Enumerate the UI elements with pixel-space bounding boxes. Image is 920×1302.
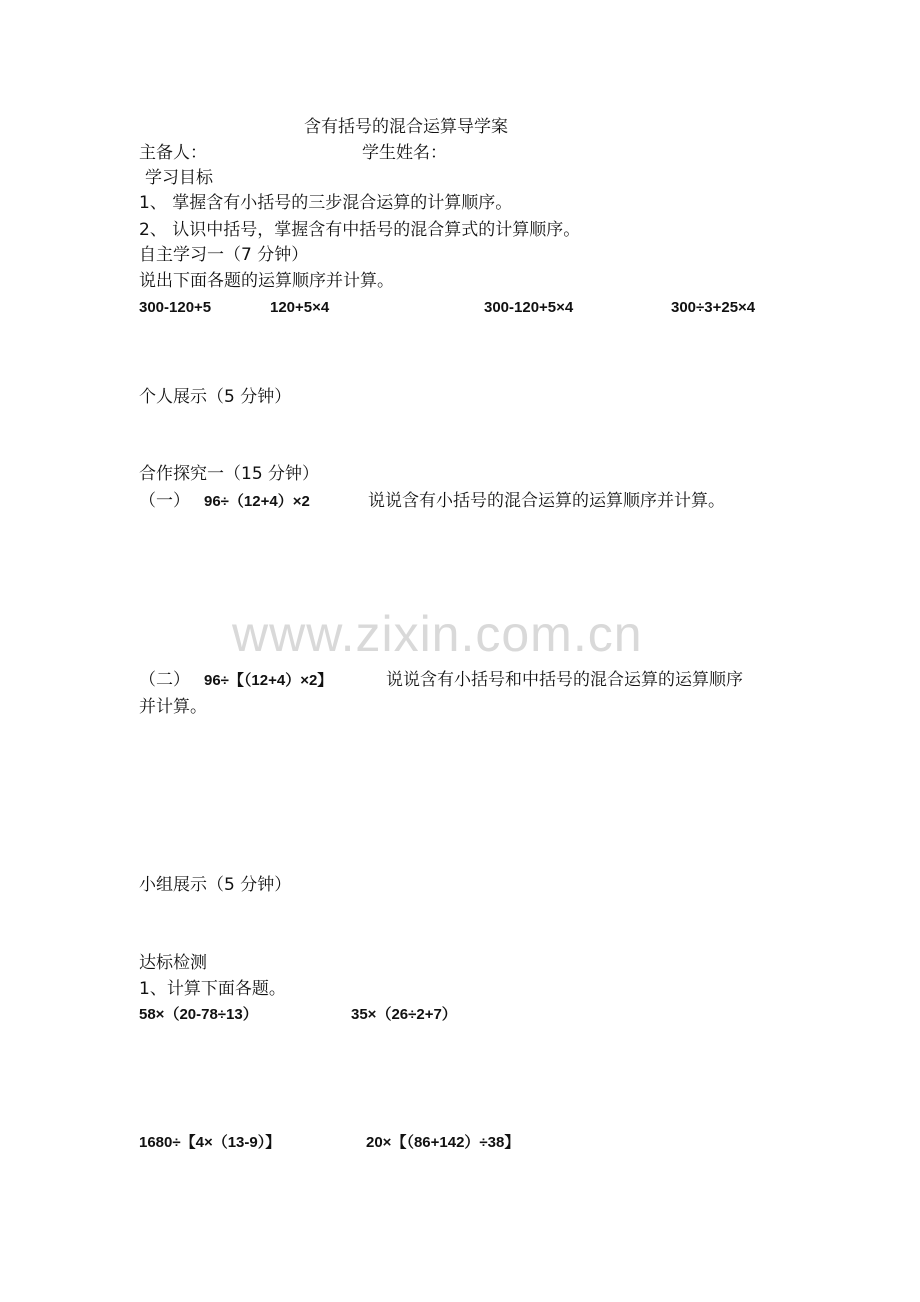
- check-exercise-1: 58×（20-78÷13）: [139, 1006, 258, 1023]
- check-heading: 达标检测: [139, 953, 207, 973]
- check-exercise-4: 20×【（86+142）÷38】: [366, 1134, 520, 1151]
- cooperative-heading: 合作探究一（15 分钟）: [139, 464, 320, 484]
- part2-label: （二）: [139, 670, 190, 690]
- student-name-label: 学生姓名：: [362, 143, 447, 163]
- part2-instruction: 说说含有小括号和中括号的混合运算的运算顺序: [386, 670, 743, 690]
- exercise-4: 300÷3+25×4: [671, 299, 756, 316]
- objective-item-1: 1、 掌握含有小括号的三步混合运算的计算顺序。: [139, 193, 513, 213]
- objective-item-2: 2、 认识中括号，掌握含有中括号的混合算式的计算顺序。: [139, 220, 581, 240]
- exercise-1: 300-120+5: [139, 299, 212, 316]
- personal-show-heading: 个人展示（5 分钟）: [139, 387, 292, 407]
- check-exercise-2: 35×（26÷2+7）: [351, 1006, 457, 1023]
- exercise-2: 120+5×4: [270, 299, 330, 316]
- group-show-heading: 小组展示（5 分钟）: [139, 875, 292, 895]
- part1-label: （一）: [139, 491, 190, 511]
- part1-instruction: 说说含有小括号的混合运算的运算顺序并计算。: [368, 491, 725, 511]
- self-study-instruction: 说出下面各题的运算顺序并计算。: [139, 271, 394, 291]
- preparer-label: 主备人：: [139, 143, 207, 163]
- self-study-heading: 自主学习一（7 分钟）: [139, 245, 309, 265]
- part2-instruction-cont: 并计算。: [139, 697, 207, 717]
- objectives-heading: 学习目标: [145, 168, 213, 188]
- part1-expression: 96÷（12+4）×2: [204, 493, 310, 510]
- part2-expression: 96÷【（12+4）×2】: [204, 672, 333, 689]
- check-exercise-3: 1680÷【4×（13-9）】: [139, 1134, 281, 1151]
- page-title: 含有括号的混合运算导学案: [304, 117, 508, 137]
- exercise-3: 300-120+5×4: [484, 299, 574, 316]
- check-task: 1、计算下面各题。: [139, 979, 286, 999]
- watermark: www.zixin.com.cn: [232, 606, 643, 662]
